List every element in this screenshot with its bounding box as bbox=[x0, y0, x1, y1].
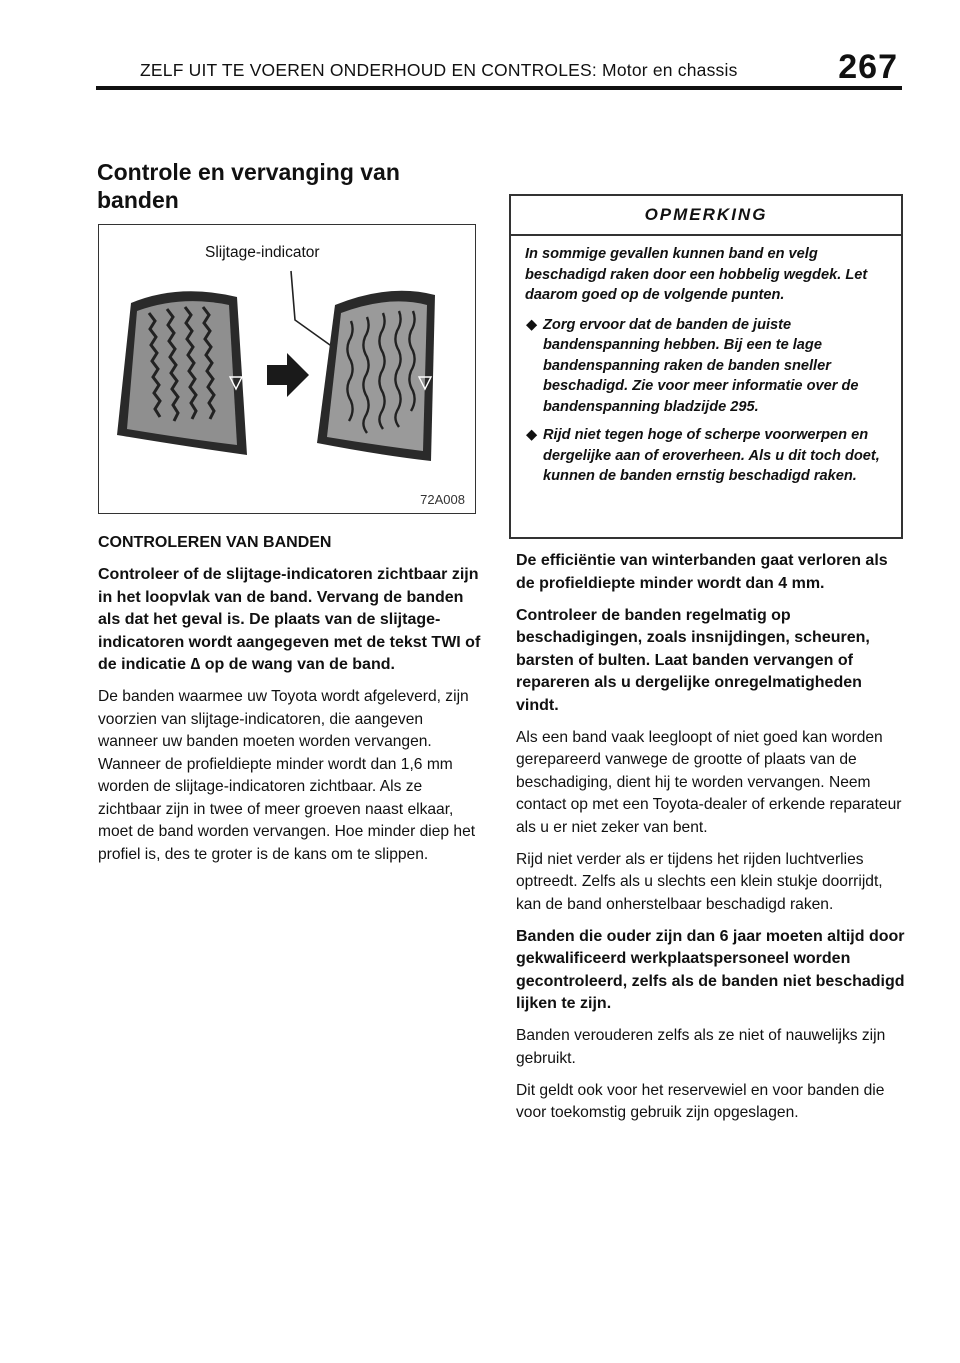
diamond-bullet-icon: ◆ bbox=[526, 427, 538, 443]
left-column bbox=[98, 532, 484, 876]
note-box bbox=[509, 194, 903, 539]
paragraph-winter-tires: De efficiëntie van winterbanden gaat verloren als de profieldiepte minder wordt dan 4 mm. bbox=[516, 552, 888, 592]
subheading-checking-tires: CONTROLEREN VAN BANDEN bbox=[98, 534, 332, 551]
tire-wear-figure bbox=[98, 224, 476, 514]
figure-code: 72A008 bbox=[420, 492, 465, 507]
diamond-bullet-icon: ◆ bbox=[526, 316, 538, 333]
paragraph-six-years: Banden die ouder zijn dan 6 jaar moeten altijd door gekwalificeerd werkplaatspersoneel worden gecontroleerd, zelfs als de banden niet beschadigd lijken te zijn. bbox=[516, 927, 905, 1012]
header-rule bbox=[96, 86, 902, 90]
paragraph-check-damage: Controleer de banden regelmatig op beschadigingen, zoals insnijdingen, scheuren, barsten of bulten. Laat banden vervangen of repareren als u dergelijke onregelmatigheden vindt. bbox=[516, 606, 870, 714]
note-item bbox=[525, 425, 891, 487]
note-intro: In sommige gevallen kunnen band en velg beschadigd raken door een hobbelig wegdek. Let daarom goed op de volgende punten. bbox=[525, 246, 868, 303]
paragraph-replace-tire: Als een band vaak leegloopt of niet goed kan worden gerepareerd vanwege de grootte of plaats van de beschadiging, dient hij te worden vervangen. Neem contact op met een Toyota-dealer of erkende reparateur als u er niet zeker van bent. bbox=[516, 728, 902, 836]
note-item-text: Zorg ervoor dat de banden de juiste bandenspanning hebben. Bij een te lage bandenspanning raken de banden sneller beschadigd. Zie voor meer informatie over de bandenspanning bladzijde 295. bbox=[543, 316, 859, 415]
right-arrow-icon bbox=[267, 353, 309, 397]
worn-tire-icon bbox=[317, 291, 435, 461]
new-tire-icon bbox=[117, 291, 247, 455]
indicator-leader-line bbox=[291, 271, 337, 350]
paragraph-aging: Banden verouderen zelfs als ze niet of nauwelijks zijn gebruikt. bbox=[516, 1027, 886, 1067]
note-item-text: Rijd niet tegen hoge of scherpe voorwerpen en dergelijke aan of eroverheen. Als u dit toch doet, kunnen de banden ernstig beschadigd raken. bbox=[543, 427, 880, 484]
note-body bbox=[511, 236, 901, 487]
right-column bbox=[516, 550, 908, 1134]
paragraph-spare-wheel: Dit geldt ook voor het reservewiel en voor banden die voor toekomstig gebruik zijn opgeslagen. bbox=[516, 1081, 885, 1121]
wear-indicator-label: Slijtage-indicator bbox=[205, 244, 320, 261]
section-title: Controle en vervanging van banden bbox=[97, 159, 400, 213]
running-header-title: ZELF UIT TE VOEREN ONDERHOUD EN CONTROLES: Motor en chassis bbox=[140, 60, 738, 80]
note-item bbox=[525, 315, 891, 418]
paragraph-tread-depth: De banden waarmee uw Toyota wordt afgeleverd, zijn voorzien van slijtage-indicatoren, die aangeven wanneer uw banden moeten worden vervangen. Wanneer de profieldiepte minder wordt dan 1,6 mm worden de slijtage-indicatoren zichtbaar. Als ze zichtbaar zijn in twee of meer groeven naast elkaar, moet de band worden vervangen. Hoe minder diep het profiel is, des te groter is de kans om te slippen. bbox=[98, 688, 476, 863]
note-heading: OPMERKING bbox=[511, 196, 901, 236]
paragraph-wear-indicators: Controleer of de slijtage-indicatoren zichtbaar zijn in het loopvlak van de band. Vervang de banden als dat het geval is. De plaats van de slijtage-indicatoren wordt aangegeven met de tekst TWI of de indicatie ∆ op de wang van de band. bbox=[98, 566, 481, 673]
tire-wear-illustration bbox=[99, 225, 475, 513]
page-number: 267 bbox=[838, 48, 898, 86]
paragraph-air-loss: Rijd niet verder als er tijdens het rijden luchtverlies optreedt. Zelfs als u slechts een klein stukje doorrijdt, kan de band onherstelbaar beschadigd raken. bbox=[516, 850, 883, 913]
